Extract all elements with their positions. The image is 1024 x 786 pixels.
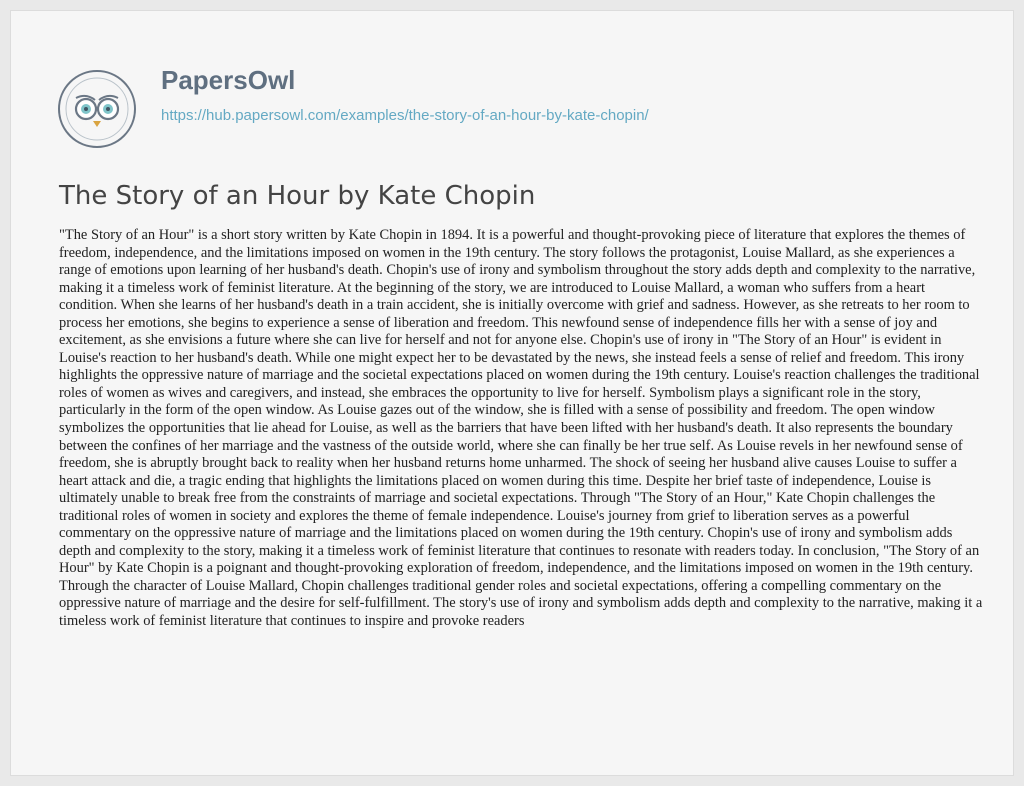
- document-body: "The Story of an Hour" is a short story written by Kate Chopin in 1894. It is a powerful and thought-provoking piece of literature that explores the themes of freedom, independence, and the limitations imposed on women in the 19th century. The story follows the protagonist, Louise Mallard, as she experiences a range of emotions upon learning of her husband's death. Chopin's use of irony and symbolism throughout the story adds depth and complexity to the narrative, making it a timeless work of feminist literature. At the beginning of the story, we are introduced to Louise Mallard, a woman who suffers from a heart condition. When she learns of her husband's death in a train accident, she is initially overcome with grief and sadness. However, as she retreats to her room to process her emotions, she begins to experience a sense of liberation and freedom. This newfound sense of independence fills her with a sense of joy and excitement, as she envisions a future where she can live for herself and not for anyone else. Chopin's use of irony in "The Story of an Hour" is evident in Louise's reaction to her husband's death. While one might expect her to be devastated by the news, she instead feels a sense of relief and freedom. This irony highlights the oppressive nature of marriage and the societal expectations placed on women during the 19th century. Louise's reaction challenges the traditional roles of women as wives and caregivers, and instead, she embraces the opportunity to live for herself. Symbolism plays a significant role in the story, particularly in the form of the open window. As Louise gazes out of the window, she is filled with a sense of possibility and freedom. The open window symbolizes the opportunities that lie ahead for Louise, as well as the barriers that have been lifted with her husband's death. It also represents the boundary between the confines of her marriage and the vastness of the outside world, where she can finally be her true self. As Louise revels in her newfound sense of freedom, she is abruptly brought back to reality when her husband returns home unharmed. The shock of seeing her husband alive causes Louise to suffer a heart attack and die, a tragic ending that highlights the limitations placed on women during this time. Despite her brief taste of independence, Louise is ultimately unable to break free from the constraints of marriage and societal expectations. Through "The Story of an Hour," Kate Chopin challenges the traditional roles of women in society and explores the theme of female independence. Louise's journey from grief to liberation serves as a powerful commentary on the oppressive nature of marriage and the limitations placed on women during the 19th century. Chopin's use of irony and symbolism adds depth and complexity to the story, making it a timeless work of feminist literature that continues to resonate with readers today. In conclusion, "The Story of an Hour" by Kate Chopin is a poignant and thought-provoking exploration of freedom, independence, and the limitations imposed on women in the 19th century. Through the character of Louise Mallard, Chopin challenges traditional gender roles and societal expectations, offering a compelling commentary on the oppressive nature of marriage and the desire for self-fulfillment. The story's use of irony and symbolism adds depth and complexity to the narrative, making it a timeless work of feminist literature that continues to inspire and provoke readers: [59, 227, 983, 630]
- document-page: [10, 10, 1014, 776]
- owl-logo-icon: [57, 69, 137, 149]
- header: [57, 65, 957, 149]
- source-url[interactable]: https://hub.papersowl.com/examples/the-story-of-an-hour-by-kate-chopin/: [161, 107, 649, 124]
- brand-name: PapersOwl: [161, 65, 296, 95]
- document-title: The Story of an Hour by Kate Chopin: [59, 181, 536, 211]
